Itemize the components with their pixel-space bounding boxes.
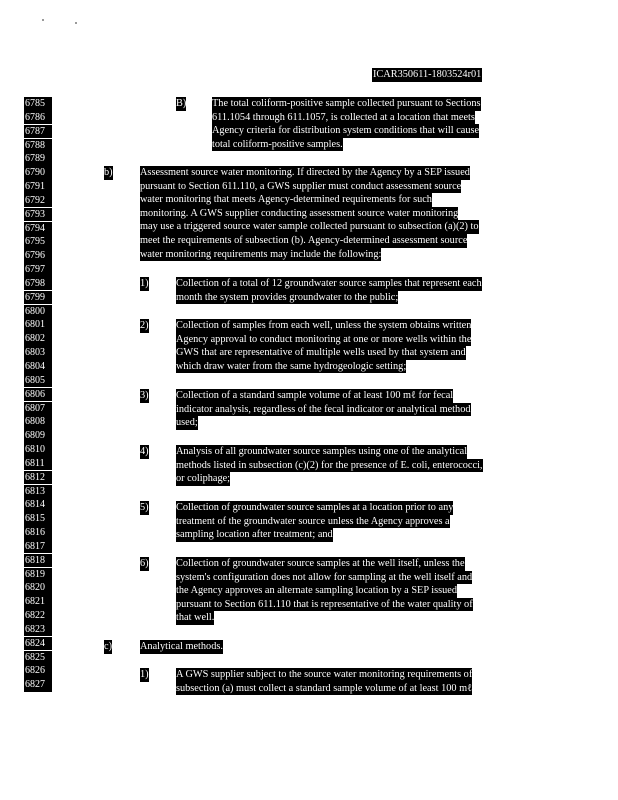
para-b-line: Assessment source water monitoring. If directed by the Agency by a SEP issued	[140, 167, 470, 178]
scan-speck	[42, 19, 44, 21]
line-number: 6793	[24, 208, 52, 222]
line-number: 6817	[24, 540, 52, 554]
line-number: 6807	[24, 402, 52, 416]
para-b-line: pursuant to Section 611.110, a GWS supplier must conduct assessment source	[140, 180, 462, 192]
item-4-line: Analysis of all groundwater source samples using one of the analytical	[176, 446, 468, 457]
para-B-line: total coliform-positive samples.	[212, 138, 343, 150]
line-number: 6805	[24, 374, 52, 388]
document-id: ICAR350611-1803524r01	[373, 69, 482, 80]
line-number: 6821	[24, 595, 52, 609]
item-5-label: 5)	[140, 502, 149, 513]
para-B-label: B)	[176, 98, 187, 109]
line-number: 6798	[24, 277, 52, 291]
line-number: 6799	[24, 291, 52, 305]
line-number: 6819	[24, 568, 52, 582]
line-number: 6785	[24, 97, 52, 111]
item-5-line: sampling location after treatment; and	[176, 529, 333, 541]
line-number: 6788	[24, 139, 52, 153]
item-3-line: Collection of a standard sample volume of at least 100 mℓ for fecal	[176, 390, 454, 401]
line-number: 6822	[24, 609, 52, 623]
para-B-line: The total coliform-positive sample collected pursuant to Sections	[212, 98, 481, 109]
line-number: 6801	[24, 318, 52, 332]
scan-speck	[75, 22, 77, 24]
item-1-label: 1)	[140, 278, 149, 289]
para-b-line: may use a triggered source water sample collected pursuant to subsection (a)(2) to	[140, 221, 479, 233]
line-number: 6816	[24, 526, 52, 540]
line-number: 6812	[24, 471, 52, 485]
line-number: 6815	[24, 512, 52, 526]
item-6-line: system's configuration does not allow for sampling at the well itself and	[176, 571, 473, 583]
item-3-line: indicator analysis, regardless of the fecal indicator or analytical method	[176, 403, 471, 415]
para-b-line: monitoring. A GWS supplier conducting assessment source water monitoring	[140, 207, 459, 219]
line-number: 6808	[24, 415, 52, 429]
line-number: 6813	[24, 485, 52, 499]
line-number: 6826	[24, 664, 52, 678]
item-4-line: methods listed in subsection (c)(2) for the presence of E. coli, enterococci,	[176, 459, 483, 471]
line-number: 6802	[24, 332, 52, 346]
item-6-line: that well.	[176, 612, 215, 624]
item-1-line: Collection of a total of 12 groundwater source samples that represent each	[176, 278, 482, 289]
item-5-line: treatment of the groundwater source unless the Agency approves a	[176, 515, 450, 527]
item-5-line: Collection of groundwater source samples at a location prior to any	[176, 502, 454, 513]
para-b-line: water monitoring requirements may include the following:	[140, 248, 382, 260]
item-c1-line: A GWS supplier subject to the source water monitoring requirements of	[176, 669, 473, 680]
para-b-label: b)	[104, 167, 113, 178]
item-c1-line: subsection (a) must collect a standard sample volume of at least 100 mℓ	[176, 682, 473, 694]
line-number: 6792	[24, 194, 52, 208]
item-2-line: GWS that are representative of multiple wells used by that system and	[176, 347, 466, 359]
item-1-line: month the system provides groundwater to the public;	[176, 291, 399, 303]
line-number: 6809	[24, 429, 52, 443]
item-2-line: Collection of samples from each well, unless the system obtains written	[176, 320, 472, 331]
line-number: 6795	[24, 235, 52, 249]
line-number: 6823	[24, 623, 52, 637]
line-number: 6820	[24, 581, 52, 595]
para-c-heading: Analytical methods.	[140, 641, 223, 652]
item-6-line: pursuant to Section 611.110 that is representative of the water quality of	[176, 598, 473, 610]
line-number: 6803	[24, 346, 52, 360]
para-b-line: meet the requirements of subsection (b). Agency-determined assessment source	[140, 235, 468, 246]
line-number: 6790	[24, 166, 52, 180]
line-number: 6818	[24, 554, 52, 568]
line-number: 6797	[24, 263, 52, 277]
line-number: 6786	[24, 111, 52, 125]
line-number: 6800	[24, 305, 52, 319]
line-number: 6824	[24, 637, 52, 651]
line-number: 6806	[24, 388, 52, 402]
item-c1-label: 1)	[140, 669, 149, 680]
item-3-line: used;	[176, 417, 198, 429]
line-number: 6794	[24, 222, 52, 236]
line-number: 6796	[24, 249, 52, 263]
line-number: 6789	[24, 152, 52, 166]
para-B-line: 611.1054 through 611.1057, is collected at a location that meets	[212, 111, 475, 123]
line-number: 6811	[24, 457, 52, 471]
item-3-label: 3)	[140, 390, 149, 401]
para-B-line: Agency criteria for distribution system conditions that will cause	[212, 125, 480, 137]
item-6-line: Collection of groundwater source samples at the well itself, unless the	[176, 558, 465, 569]
item-2-line: Agency approval to conduct monitoring at one or more wells within the	[176, 333, 472, 345]
line-number: 6787	[24, 125, 52, 139]
line-number: 6825	[24, 651, 52, 665]
line-number: 6810	[24, 443, 52, 457]
para-b-line: water monitoring that meets Agency-determined requirements for such	[140, 194, 432, 206]
item-4-line: or coliphage;	[176, 473, 231, 485]
line-number: 6804	[24, 360, 52, 374]
item-6-label: 6)	[140, 558, 149, 569]
item-2-label: 2)	[140, 320, 149, 331]
line-number: 6791	[24, 180, 52, 194]
para-c-label: c)	[104, 641, 112, 652]
line-number: 6814	[24, 498, 52, 512]
item-2-line: which draw water from the same hydrogeologic setting;	[176, 360, 407, 372]
item-6-line: the Agency approves an alternate sampling location by a SEP issued	[176, 585, 457, 597]
item-4-label: 4)	[140, 446, 149, 457]
line-number: 6827	[24, 678, 52, 692]
